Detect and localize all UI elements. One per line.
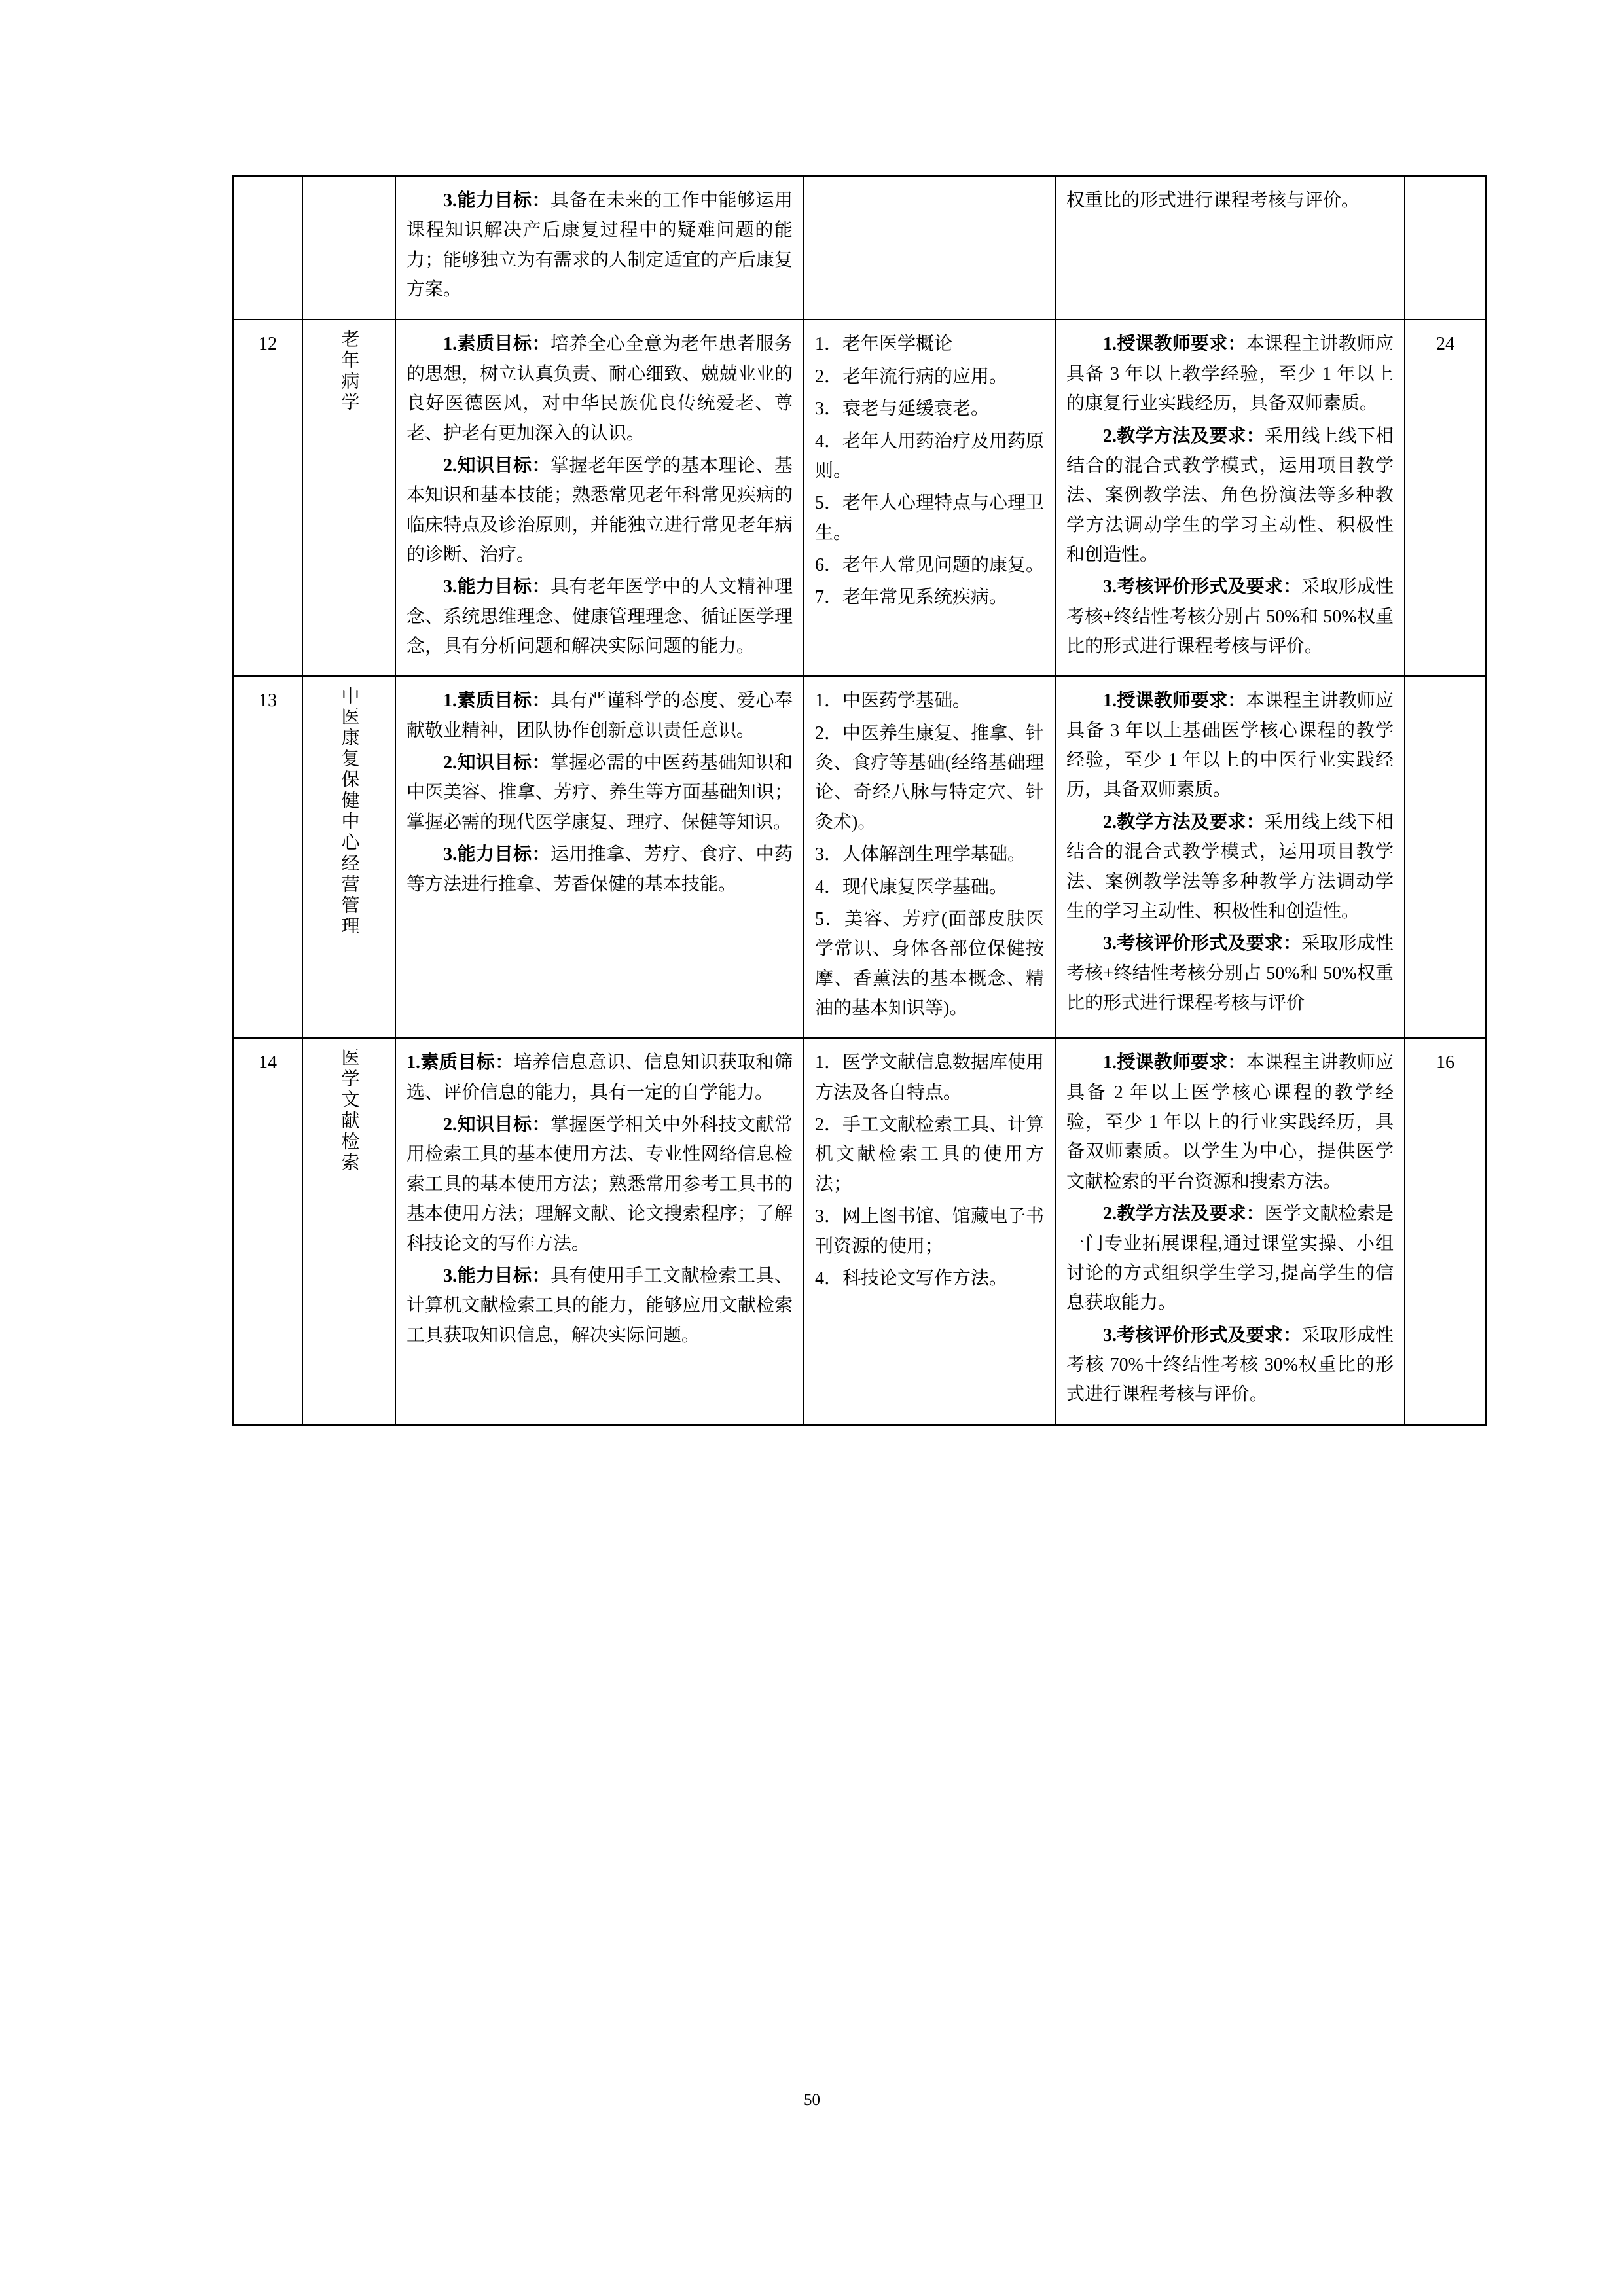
course-goals-cell [395,1038,804,1424]
topic-item: 4．科技论文写作方法。 [815,1268,1008,1289]
topic-item: 5．美容、芳疗(面部皮肤医学常识、身体各部位保健按摩、香薰法的基本概念、精油的基本知识等)。 [815,908,1044,1018]
row-number-cell [233,176,302,319]
course-topics-cell [804,1038,1055,1424]
topic-item: 2．中医养生康复、推拿、针灸、食疗等基础(经络基础理论、奇经八脉与特定穴、针灸术)。 [815,723,1045,833]
goal-paragraph: 1.素质目标：具有严谨科学的态度、爱心奉献敬业精神，团队协作创新意识责任意识。 [406,691,793,741]
goal-paragraph: 1.素质目标：培养全心全意为老年患者服务的思想，树立认真负责、耐心细致、兢兢业业的良好医德医风，对中华民族优良传统爱老、尊老、护老有更加深入的认识。 [406,334,793,444]
course-name-cell [302,1038,395,1424]
course-goals-cell [395,176,804,319]
course-name-vertical: 老年病学 [338,329,359,414]
goal-paragraph: 2.知识目标：掌握医学相关中外科技文献常用检索工具的基本使用方法、专业性网络信息检索工具的基本使用方法；熟悉常用参考工具书的基本使用方法；理解文献、论文搜索程序；了解科技论文的写作方法。 [406,1115,793,1254]
requirement-paragraph: 1.授课教师要求：本课程主讲教师应具备 2 年以上医学核心课程的教学经验，至少 1 年以上的行业实践经历，具备双师素质。以学生为中心，提供医学文献检索的平台资源和搜索方法。 [1066,1052,1394,1192]
curriculum-table [232,175,1487,1426]
row-number-cell: 13 [233,676,302,1038]
table-row [233,676,1486,1038]
course-name-cell [302,319,395,676]
topic-item: 2．手工文献检索工具、计算机文献检索工具的使用方法； [815,1115,1045,1194]
course-requirements-cell [1055,319,1405,676]
topic-item: 3．人体解剖生理学基础。 [815,844,1026,865]
goal-paragraph: 2.知识目标：掌握老年医学的基本理论、基本知识和基本技能；熟悉常见老年科常见疾病的临床特点及诊治原则，并能独立进行常见老年病的诊断、治疗。 [406,455,793,565]
course-hours-cell [1405,176,1486,319]
goal-paragraph: 3.能力目标：具备在未来的工作中能够运用课程知识解决产后康复过程中的疑难问题的能力；能够独立为有需求的人制定适宜的产后康复方案。 [406,190,793,300]
goal-paragraph: 3.能力目标：具有老年医学中的人文精神理念、系统思维理念、健康管理理念、循证医学理念，具有分析问题和解决实际问题的能力。 [406,577,793,657]
requirement-paragraph: 3.考核评价形式及要求：采取形成性考核+终结性考核分别占 50%和 50%权重比的形式进行课程考核与评价 [1066,933,1394,1013]
course-hours-cell: 16 [1405,1038,1486,1424]
topic-item: 1．医学文献信息数据库使用方法及各自特点。 [815,1052,1045,1103]
requirement-paragraph: 2.教学方法及要求：医学文献检索是一门专业拓展课程,通过课堂实操、小组讨论的方式组织学生学习,提高学生的信息获取能力。 [1066,1204,1394,1314]
requirement-paragraph: 3.考核评价形式及要求：采取形成性考核+终结性考核分别占 50%和 50%权重比的形式进行课程考核与评价。 [1066,577,1394,657]
course-topics-cell [804,176,1055,319]
requirement-paragraph: 2.教学方法及要求：采用线上线下相结合的混合式教学模式，运用项目教学法、案例教学法等多种教学方法调动学生的学习主动性、积极性和创造性。 [1066,812,1394,922]
topic-item: 2．老年流行病的应用。 [815,366,1008,387]
row-number-cell: 14 [233,1038,302,1424]
topic-item: 3．网上图书馆、馆藏电子书刊资源的使用； [815,1206,1045,1257]
course-name-cell [302,676,395,1038]
topic-item: 5．老年人心理特点与心理卫生。 [815,493,1045,543]
row-number-cell: 12 [233,319,302,676]
topic-item: 3．衰老与延缓衰老。 [815,399,990,420]
requirement-paragraph: 权重比的形式进行课程考核与评价。 [1066,190,1360,211]
course-requirements-cell [1055,676,1405,1038]
page-number: 50 [804,2091,820,2109]
topic-item: 4．老年人用药治疗及用药原则。 [815,431,1045,481]
requirement-paragraph: 1.授课教师要求：本课程主讲教师应具备 3 年以上教学经验，至少 1 年以上的康复行业实践经历，具备双师素质。 [1066,334,1394,414]
requirement-paragraph: 3.考核评价形式及要求：采取形成性考核 70%十终结性考核 30%权重比的形式进行课程考核与评价。 [1066,1325,1394,1405]
course-hours-cell [1405,676,1486,1038]
requirement-paragraph: 2.教学方法及要求：采用线上线下相结合的混合式教学模式，运用项目教学法、案例教学法、角色扮演法等多种教学方法调动学生的学习主动性、积极性和创造性。 [1066,425,1394,565]
course-topics-cell [804,319,1055,676]
topic-item: 7．老年常见系统疾病。 [815,587,1008,608]
goal-paragraph: 3.能力目标：运用推拿、芳疗、食疗、中药等方法进行推拿、芳香保健的基本技能。 [406,844,793,895]
table-row [233,176,1486,319]
course-requirements-cell [1055,176,1405,319]
goal-paragraph: 3.能力目标：具有使用手工文献检索工具、计算机文献检索工具的能力，能够应用文献检索工具获取知识信息，解决实际问题。 [406,1265,793,1346]
course-goals-cell [395,676,804,1038]
course-name-cell [302,176,395,319]
course-topics-cell [804,676,1055,1038]
topic-item: 6．老年人常见问题的康复。 [815,554,1045,575]
course-name-vertical: 中医康复保健中心经营管理 [338,686,359,938]
course-hours-cell: 24 [1405,319,1486,676]
course-requirements-cell [1055,1038,1405,1424]
course-goals-cell [395,319,804,676]
course-name-vertical: 医学文献检索 [338,1048,359,1174]
topic-item: 4．现代康复医学基础。 [815,876,1008,897]
goal-paragraph: 2.知识目标：掌握必需的中医药基础知识和中医美容、推拿、芳疗、养生等方面基础知识；掌握必需的现代医学康复、理疗、保健等知识。 [406,753,793,833]
table-row [233,1038,1486,1424]
table-row [233,319,1486,676]
topic-item: 1．老年医学概论 [815,334,953,355]
topic-item: 1．中医药学基础。 [815,691,971,711]
goal-paragraph: 1.素质目标：培养信息意识、信息知识获取和筛选、评价信息的能力，具有一定的自学能力。 [406,1052,793,1103]
requirement-paragraph: 1.授课教师要求：本课程主讲教师应具备 3 年以上基础医学核心课程的教学经验，至少 1 年以上的中医行业实践经历，具备双师素质。 [1066,691,1394,800]
